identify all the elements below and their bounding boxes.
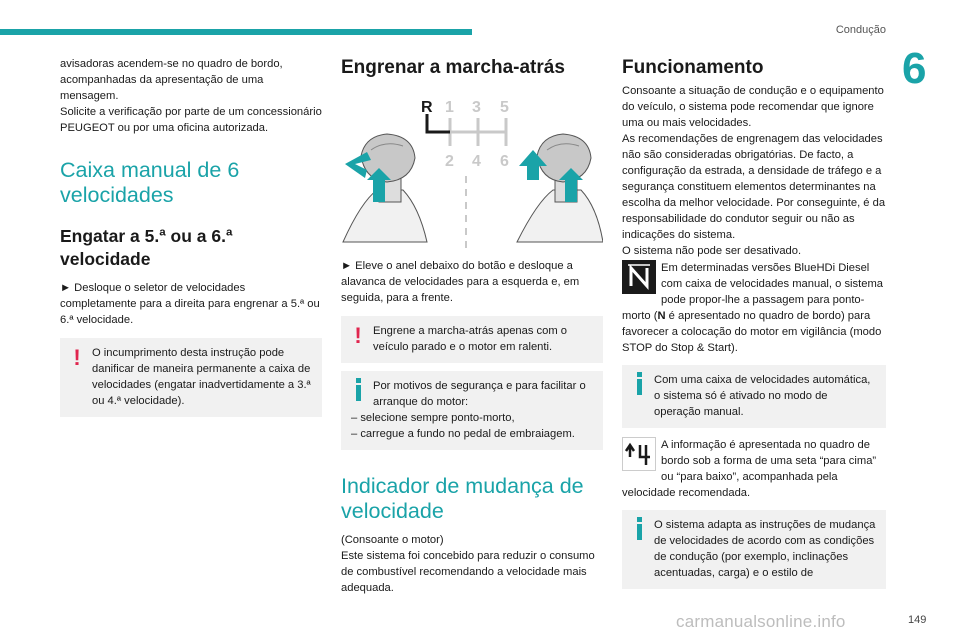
info-text-automatic: Com uma caixa de velocidades automática, o sistema só é ativado no modo de operação manual. bbox=[654, 374, 871, 418]
bluehdi-text-b: é apresentado no quadro de bordo) para favorecer a colocação do motor em vigilância (modo STOP do Stop & Start). bbox=[622, 310, 882, 354]
info-icon bbox=[633, 517, 645, 543]
gear-knob-right bbox=[517, 134, 603, 242]
info-text-adapt: O sistema adapta as instruções de mudança de velocidades de acordo com as condições de condução (por exemplo, inclinações acentuadas, carga) e o estilo de bbox=[654, 519, 876, 579]
section-title-shift-indicator: Indicador de mudança de velocidade bbox=[341, 474, 584, 523]
info-icon bbox=[352, 378, 364, 404]
info-item-neutral: – selecione sempre ponto-morto, bbox=[351, 412, 515, 424]
gear-label-2: 2 bbox=[445, 153, 454, 170]
chapter-title: Condução bbox=[835, 24, 886, 36]
gear-label-3: 3 bbox=[472, 99, 481, 116]
shift-arrow-icon bbox=[622, 437, 656, 471]
warning-text: O incumprimento desta instrução pode danificar de maneira permanente a caixa de velocidades (engatar inadvertidamente a 3.ª ou 4.ª velocidade). bbox=[92, 347, 311, 407]
neutral-indicator-icon bbox=[622, 260, 656, 294]
arrow-display-text: A informação é apresentada no quadro de bordo sob a forma de uma seta “para cima” ou “para baixo”, acompanhada pela velocidade recomendada. bbox=[622, 439, 877, 499]
info-note-adapt bbox=[622, 510, 886, 589]
operation-paragraph-3: O sistema não pode ser desativado. bbox=[622, 245, 802, 257]
warning-note-reverse bbox=[341, 316, 603, 363]
column-right bbox=[622, 56, 886, 589]
chapter-number: 6 bbox=[902, 44, 927, 93]
info-note-automatic bbox=[622, 365, 886, 428]
arrow-display-paragraph bbox=[622, 437, 886, 501]
reverse-instruction: ► Eleve o anel debaixo do botão e desloque a alavanca de velocidades para a esquerda e, em seguida, para a frente. bbox=[341, 260, 580, 304]
intro-text: avisadoras acendem-se no quadro de bordo, acompanhadas da apresentação de uma mensagem. bbox=[60, 58, 283, 102]
warning-icon: ! bbox=[73, 345, 81, 370]
section-title-manual-gearbox: Caixa manual de 6 velocidades bbox=[60, 158, 240, 207]
neutral-letter: N bbox=[657, 310, 666, 322]
gear-label-1: 1 bbox=[445, 99, 454, 116]
shift-indicator-description: Este sistema foi concebido para reduzir o consumo de combustível recomendando a velocidade mais adequada. bbox=[341, 550, 595, 594]
bluehdi-text-a: Em determinadas versões BlueHDi Diesel com caixa de velocidades manual, o sistema pode propor-lhe a passagem para ponto-morto ( bbox=[622, 262, 883, 322]
info-icon bbox=[633, 372, 645, 398]
info-note-safety bbox=[341, 371, 603, 450]
operation-paragraph-1: Consoante a situação de condução e o equipamento do veículo, o sistema pode recomendar que ignore uma ou mais velocidades. bbox=[622, 85, 884, 129]
gear-shift-illustration bbox=[341, 92, 603, 250]
section-title-operation: Funcionamento bbox=[622, 57, 764, 78]
subsection-title-5th-6th: Engatar a 5.ª ou a 6.ª velocidade bbox=[60, 226, 233, 269]
bluehdi-paragraph bbox=[622, 260, 886, 356]
warning-note bbox=[60, 338, 322, 417]
operation-paragraph-2: As recomendações de engrenagem das velocidades não são consideradas obrigatórias. De facto, a configuração da estrada, a densidade de tráfego e a segurança constituem elementos determinantes na escolha da melhor velocidade. Por conseguinte, é da responsabilidade do condutor seguir ou não as indicações do sistema. bbox=[622, 133, 886, 241]
gear-knob-left bbox=[343, 134, 427, 242]
shift-indicator-condition: (Consoante o motor) bbox=[341, 534, 444, 546]
watermark-text: carmanualsonline.info bbox=[676, 612, 846, 631]
gear-label-5: 5 bbox=[500, 99, 509, 116]
header-accent-bar bbox=[0, 29, 472, 35]
column-middle bbox=[341, 56, 603, 596]
gear-label-r: R bbox=[421, 99, 433, 116]
warning-icon: ! bbox=[354, 323, 362, 348]
warning-text: Engrene a marcha-atrás apenas com o veículo parado e o motor em ralenti. bbox=[373, 325, 568, 353]
section-title-reverse: Engrenar a marcha-atrás bbox=[341, 57, 565, 78]
column-left bbox=[60, 56, 322, 417]
gear-label-4: 4 bbox=[472, 153, 481, 170]
intro-text-2: Solicite a verificação por parte de um concessionário PEUGEOT ou por uma oficina autorizada. bbox=[60, 106, 322, 134]
instruction-text: ► Desloque o seletor de velocidades completamente para a direita para engrenar a 5.ª ou 6.ª velocidade. bbox=[60, 282, 320, 326]
info-item-clutch: – carregue a fundo no pedal de embraiagem. bbox=[351, 428, 575, 440]
info-intro: Por motivos de segurança e para facilitar o arranque do motor: bbox=[373, 380, 586, 408]
gear-label-6: 6 bbox=[500, 153, 509, 170]
page-number: 149 bbox=[908, 614, 927, 626]
